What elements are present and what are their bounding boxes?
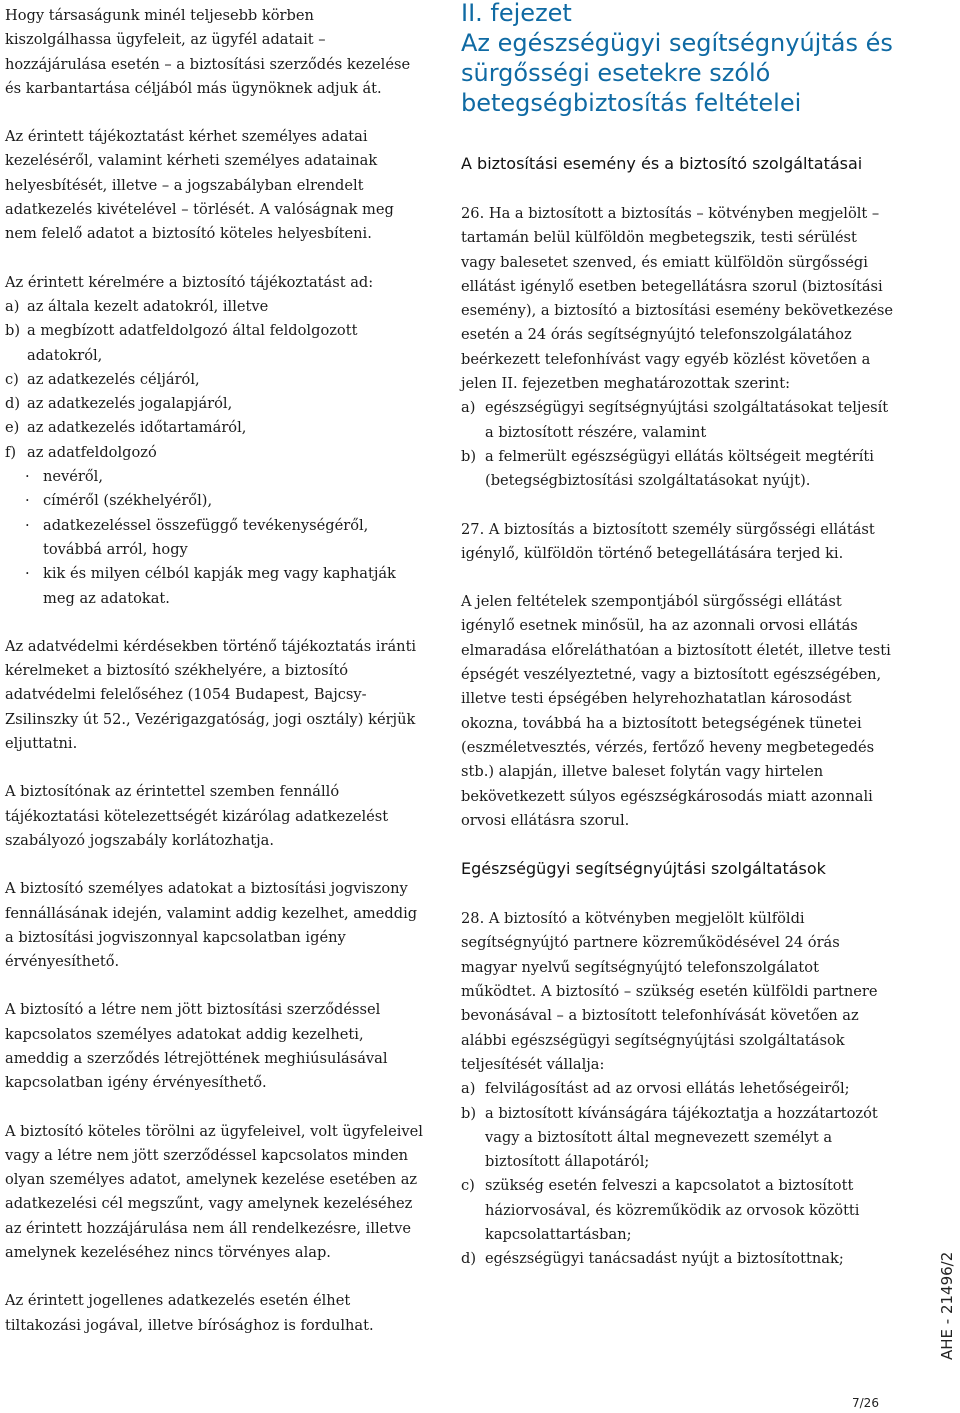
list-marker: b) <box>461 1104 477 1122</box>
bullet-marker: · <box>25 468 30 486</box>
list-text: szükség esetén felveszi a kapcsolatot a biztosított háziorvosával, és közreműködik az orvosok közötti kapcsolattartásban; <box>485 1177 860 1243</box>
left-column <box>5 4 425 1362</box>
list-text: a biztosított kívánságára tájékoztatja a hozzátartozót vagy a biztosított által megnevezett személyt a biztosított állapotáról; <box>485 1104 878 1171</box>
paragraph-objection-right: Az érintett jogellenes adatkezelés esetén élhet tiltakozási jogával, illetve bírósághoz is fordulhat. <box>5 1292 374 1334</box>
chapter-title <box>461 0 893 118</box>
paragraph-emergency-definition: A jelen feltételek szempontjából sürgősségi ellátást igénylő esetnek minősül, ha az azonnali orvosi ellátás elmaradása előreláthatóan a biztosított életét, illetve testi épségét veszélyeztetné, vagy a biztosított egészségében, illetve testi épségében helyrehozhatatlan károsodást okozna, továbbá ha a biztosított betegségének tünetei (eszméletvesztés, vérzés, fertőző heveny megbetegedés stb.) alapján, illetve baleset folytán vagy hirtelen bekövetkezett súlyos egészségkárosodás miatt azonnali orvosi ellátásra szorul. <box>461 593 891 829</box>
list-marker: a) <box>5 297 20 315</box>
list-item <box>5 416 425 440</box>
list-marker: f) <box>5 443 17 461</box>
list-item <box>5 441 425 465</box>
paragraph-obligation-limit: A biztosítónak az érintettel szemben fennálló tájékoztatási kötelezettségét kizárólag adatkezelést szabályozó jogszabály korlátozhatja. <box>5 783 389 849</box>
sub-list-item <box>25 465 425 489</box>
bullet-marker: · <box>25 516 30 534</box>
list-marker: e) <box>5 419 20 437</box>
list-item <box>461 445 893 494</box>
list-marker: b) <box>5 322 21 340</box>
list-text: az adatfeldolgozó <box>27 443 157 461</box>
list-item <box>5 319 425 368</box>
bullet-marker: · <box>25 565 30 583</box>
list-item <box>461 1247 893 1271</box>
list-text: egészségügyi segítségnyújtási szolgáltatásokat teljesít a biztosított részére, valamint <box>485 399 889 441</box>
list-text: az adatkezelés céljáról, <box>27 370 200 388</box>
list-item <box>5 295 425 319</box>
list-marker: a) <box>461 1080 476 1098</box>
section-heading-assistance-services: Egészségügyi segítségnyújtási szolgáltatások <box>461 859 826 879</box>
sub-list-text: címéről (székhelyéről), <box>43 492 213 510</box>
list-text: a felmerült egészségügyi ellátás költségeit megtéríti (betegségbiztosítási szolgáltatásokat nyújt). <box>485 447 874 490</box>
list-text: az általa kezelt adatokról, illetve <box>27 297 269 315</box>
list-text: az adatkezelés jogalapjáról, <box>27 395 233 413</box>
sub-list-text: adatkezeléssel összefüggő tevékenységéről, továbbá arról, hogy <box>43 516 369 558</box>
clause-28 <box>461 907 893 1271</box>
section-heading-insured-event: A biztosítási esemény és a biztosító szolgáltatásai <box>461 154 863 173</box>
list-marker: c) <box>461 1177 475 1195</box>
sub-list-text: nevéről, <box>43 468 103 486</box>
sub-list-item <box>25 489 425 513</box>
list-marker: b) <box>461 447 477 465</box>
sub-list-item <box>25 562 425 611</box>
chapter-heading: Az egészségügyi segítségnyújtás és sürgősségi esetekre szóló betegségbiztosítás feltételei <box>461 29 893 117</box>
page-number: 7/26 <box>852 1396 879 1410</box>
clause-number: 27. <box>461 520 485 538</box>
paragraph-data-transfer: Hogy társaságunk minél teljesebb körben kiszolgálhassa ügyfeleit, az ügyfél adatait – hozzájárulása esetén – a biztosítási szerződés kezelése és karbantartása céljából más ügynöknek adjuk át. <box>5 7 411 97</box>
paragraph-failed-contract: A biztosító a létre nem jött biztosítási szerződéssel kapcsolatos személyes adatokat addig kezelheti, ameddig a szerződés létrejöttének meghiúsulásával kapcsolatban igény érvényesíthető. <box>5 1001 388 1092</box>
clause-26 <box>461 202 893 494</box>
clause-27 <box>461 518 893 567</box>
clause-number: 26. <box>461 205 485 222</box>
information-list <box>5 271 425 611</box>
chapter-number: II. fejezet <box>461 0 572 27</box>
list-item <box>5 368 425 392</box>
list-text: egészségügyi tanácsadást nyújt a biztosítottnak; <box>485 1250 844 1268</box>
list-intro: Az érintett kérelmére a biztosító tájékoztatást ad: <box>5 273 374 291</box>
list-text: a megbízott adatfeldolgozó által feldolgozott adatokról, <box>27 322 358 364</box>
list-text: az adatkezelés időtartamáról, <box>27 419 247 437</box>
list-marker: c) <box>5 370 19 388</box>
list-item <box>461 1077 893 1101</box>
paragraph-data-deletion: A biztosító köteles törölni az ügyfeleivel, volt ügyfeleivel vagy a létre nem jött szerződéssel kapcsolatos minden olyan személyes adatot, amelynek kezelése esetében az adatkezelési cél megszűnt, vagy amelynek kezeléséhez az érintett hozzájárulása nem áll rendelkezésre, illetve amelynek kezeléséhez nincs törvényes alap. <box>5 1122 423 1262</box>
list-text: felvilágosítást ad az orvosi ellátás lehetőségeiről; <box>485 1080 850 1098</box>
clause-text: A biztosító a kötvényben megjelölt külföldi segítségnyújtó partnere közreműködésével 24 órás magyar nyelvű segítségnyújtó telefonszolgálatot működtet. A biztosító – szükség esetén külföldi partnere bevonásával – a biztosított telefonhívását követően az alábbi egészségügyi segítségnyújtási szolgáltatások teljesítését vállalja: <box>461 910 878 1073</box>
clause-number: 28. <box>461 910 485 928</box>
list-marker: d) <box>461 1250 477 1268</box>
bullet-marker: · <box>25 492 30 510</box>
clause-text: Ha a biztosított a biztosítás – kötvényben megjelölt – tartamán belül külföldön megbetegszik, testi sérülést vagy balesetet szenved, és emiatt külföldön sürgősségi ellátást igénylő esetben betegellátásra szorul (biztosítási esemény), a biztosító a biztosítási esemény bekövetkezése esetén a 24 órás segítségnyújtó telefonszolgálatához beérkezett telefonhívást vagy egyéb közlést követően a jelen II. fejezetben meghatározottak szerint: <box>461 205 893 393</box>
list-item <box>461 396 893 445</box>
paragraph-data-protection-contact: Az adatvédelmi kérdésekben történő tájékoztatás iránti kérelmeket a biztosító székhelyére, a biztosító adatvédelmi felelőséhez (1054 Budapest, Bajcsy-Zsilinszky út 52., Vezérigazgatóság, jogi osztály) kérjük eljuttatni. <box>5 637 417 753</box>
list-item <box>461 1174 893 1247</box>
document-code: AHE - 21496/2 <box>938 1251 956 1360</box>
paragraph-information-request: Az érintett tájékoztatást kérhet személyes adatai kezeléséről, valamint kérheti személyes adatainak helyesbítését, illetve – a jogszabályban elrendelt adatkezelés kivételével – törlését. A valóságnak meg nem felelő adatot a biztosító köteles helyesbíteni. <box>5 128 394 243</box>
list-item <box>5 392 425 416</box>
paragraph-data-retention: A biztosító személyes adatokat a biztosítási jogviszony fennállásának idején, valamint addig kezelhet, ameddig a biztosítási jogviszonnyal kapcsolatban igény érvényesíthető. <box>5 880 418 971</box>
list-marker: a) <box>461 399 476 417</box>
clause-text: A biztosítás a biztosított személy sürgősségi ellátást igénylő, külföldön történő betegellátására terjed ki. <box>461 520 875 562</box>
sub-list-item <box>25 514 425 563</box>
list-marker: d) <box>5 395 21 413</box>
right-column <box>461 0 893 1296</box>
list-item <box>461 1102 893 1175</box>
sub-list-text: kik és milyen célból kapják meg vagy kaphatják meg az adatokat. <box>43 565 396 607</box>
